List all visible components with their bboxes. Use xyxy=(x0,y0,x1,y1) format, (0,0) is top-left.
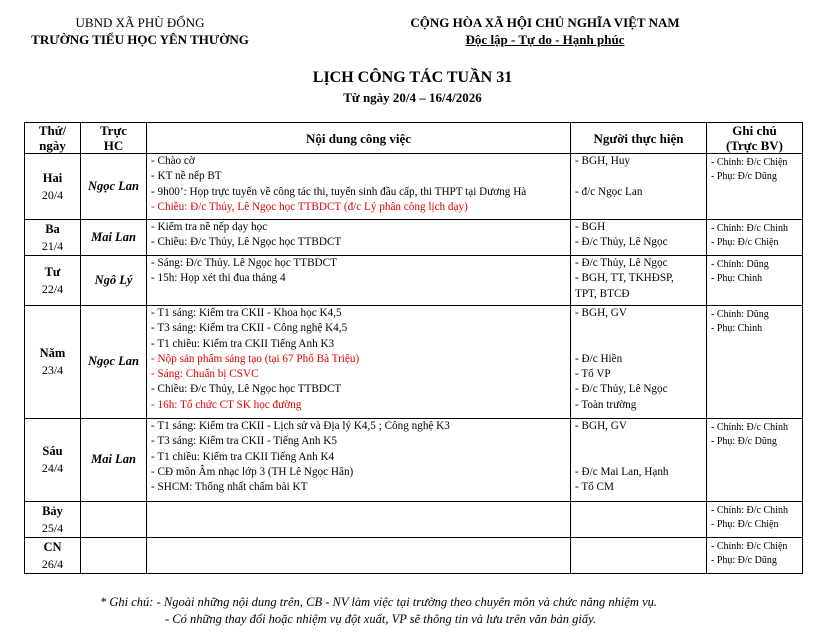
note-line: - Phụ: Đ/c Dũng xyxy=(711,435,777,447)
day-cell xyxy=(25,306,81,419)
day-date: 25/4 xyxy=(41,520,64,535)
footnote-line-2: - Có những thay đổi hoặc nhiệm vụ đột xuất, VP sẽ thông tin và lưu trên văn bản giấy. xyxy=(165,612,597,626)
person-cell xyxy=(571,538,707,574)
person-cell xyxy=(571,419,707,502)
note-line: - Chính: Đ/c Chinh xyxy=(711,505,788,516)
content-cell xyxy=(147,502,571,538)
task-line: - CĐ môn Âm nhạc lớp 3 (TH Lê Ngọc Hân) xyxy=(151,465,354,478)
table-row xyxy=(25,256,803,306)
note-line: - Chính: Dũng xyxy=(711,259,769,270)
note-cell xyxy=(707,256,803,306)
duty-cell: Ngọc Lan xyxy=(81,154,147,220)
table-row xyxy=(25,306,803,419)
note-line: - Phụ: Đ/c Dũng xyxy=(711,554,777,566)
note-line: - Phụ: Đ/c Dũng xyxy=(711,170,777,182)
table-row xyxy=(25,220,803,256)
day-name: CN xyxy=(43,539,62,554)
header-organization xyxy=(20,14,260,48)
duty-cell: Mai Lan xyxy=(81,220,147,256)
person-line xyxy=(575,450,702,465)
task-line: - T3 sáng: Kiểm tra CKII - Tiếng Anh K5 xyxy=(151,435,337,448)
footnote-line-1: * Ghi chú: - Ngoài những nội dung trên, CB - NV làm việc tại trường theo chuyên môn và chức năng nhiệm vụ. xyxy=(100,595,658,609)
task-line: - 15h: Họp xét thi đua tháng 4 xyxy=(151,272,286,285)
person-line: - Đ/c Thủy, Lê Ngọc xyxy=(575,257,668,269)
note-line: - Chính: Đ/c Chiện xyxy=(711,157,788,168)
person-line: - Đ/c Mai Lan, Hạnh xyxy=(575,465,669,478)
person-line: TPT, BTCĐ xyxy=(575,287,630,300)
task-line: - SHCM: Thống nhất chấm bài KT xyxy=(151,481,308,494)
note-line: - Phụ: Chinh xyxy=(711,272,763,284)
table-row xyxy=(25,502,803,538)
person-line xyxy=(575,169,702,184)
person-cell xyxy=(571,154,707,220)
table-header-row xyxy=(25,123,803,154)
duty-cell xyxy=(81,502,147,538)
org-line-2: TRƯỜNG TIỂU HỌC YÊN THƯỜNG xyxy=(31,32,249,47)
person-line: - Tổ CM xyxy=(575,481,614,494)
schedule-table xyxy=(24,122,803,574)
person-cell xyxy=(571,220,707,256)
note-cell xyxy=(707,154,803,220)
person-cell xyxy=(571,256,707,306)
person-line xyxy=(575,200,702,215)
note-line: - Phụ: Đ/c Chiện xyxy=(711,518,779,530)
day-name: Tư xyxy=(44,264,61,279)
note-line: - Phụ: Chinh xyxy=(711,322,763,334)
task-line: - KT nề nếp BT xyxy=(151,170,222,183)
note-cell xyxy=(707,419,803,502)
person-line xyxy=(575,434,702,449)
task-line: - Sáng: Chuẩn bị CSVC xyxy=(151,368,259,381)
person-line: - đ/c Ngọc Lan xyxy=(575,185,643,198)
table-row xyxy=(25,154,803,220)
day-date: 26/4 xyxy=(41,556,64,571)
day-date: 21/4 xyxy=(41,238,64,253)
person-line: - BGH xyxy=(575,221,606,233)
note-cell xyxy=(707,306,803,419)
person-line: - Đ/c Hiền xyxy=(575,352,623,365)
day-name: Bảy xyxy=(42,503,63,518)
task-line: - T1 sáng: Kiểm tra CKII - Lịch sử và Địa lý K4,5 ; Công nghệ K3 xyxy=(151,420,450,432)
day-name: Ba xyxy=(45,221,60,236)
note-line: - Phụ: Đ/c Chiện xyxy=(711,236,779,248)
day-cell xyxy=(25,256,81,306)
duty-cell xyxy=(81,538,147,574)
content-cell xyxy=(147,220,571,256)
person-line: - BGH, TT, TKHĐSP, xyxy=(575,272,674,285)
note-cell xyxy=(707,220,803,256)
col-header-day: Thứ/ ngày xyxy=(25,123,81,154)
day-name: Năm xyxy=(39,346,66,360)
content-cell xyxy=(147,256,571,306)
task-line: - Kiểm tra nề nếp dạy học xyxy=(151,221,268,233)
day-date: 22/4 xyxy=(41,281,64,296)
nation-motto: Độc lập - Tự do - Hạnh phúc xyxy=(465,32,625,47)
day-date: 23/4 xyxy=(41,363,64,377)
org-line-1: UBND XÃ PHÙ ĐỔNG xyxy=(75,15,205,30)
duty-cell: Ngọc Lan xyxy=(81,306,147,419)
content-cell xyxy=(147,154,571,220)
table-row xyxy=(25,419,803,502)
content-cell xyxy=(147,306,571,419)
task-line: - Chiều: Đ/c Thủy, Lê Ngọc học TTBDCT xyxy=(151,236,342,249)
task-line: - 16h: Tổ chức CT SK học đường xyxy=(151,398,302,411)
day-cell xyxy=(25,502,81,538)
task-line: - Chiều: Đ/c Thủy, Lê Ngọc học TTBDCT (đ/c Lý phân công lịch dạy) xyxy=(151,200,468,213)
task-line: - 9h00’: Họp trực tuyến về công tác thi, tuyển sinh đầu cấp, thi THPT tại Dương Hà xyxy=(151,185,527,198)
nation-line-1: CỘNG HÒA XÃ HỘI CHỦ NGHĨA VIỆT NAM xyxy=(410,15,680,30)
person-line: - BGH, GV xyxy=(575,420,627,432)
day-date: 24/4 xyxy=(41,461,64,475)
task-line: - Chiều: Đ/c Thủy, Lê Ngọc học TTBDCT xyxy=(151,383,342,396)
day-cell xyxy=(25,220,81,256)
person-cell xyxy=(571,502,707,538)
col-header-note: Ghi chú (Trực BV) xyxy=(707,123,803,154)
day-name: Hai xyxy=(42,170,63,185)
duty-cell: Ngô Lý xyxy=(81,256,147,306)
person-line xyxy=(575,337,702,352)
person-line xyxy=(575,321,702,336)
person-line: - BGH, GV xyxy=(575,307,627,319)
day-cell xyxy=(25,154,81,220)
day-cell xyxy=(25,419,81,502)
person-line: - Toàn trường xyxy=(575,398,637,411)
person-cell xyxy=(571,306,707,419)
person-line: - Đ/c Thủy, Lê Ngọc xyxy=(575,236,668,249)
note-cell xyxy=(707,538,803,574)
note-line: - Chính: Dũng xyxy=(711,309,769,320)
task-line: - Sáng: Đ/c Thủy. Lê Ngọc học TTBDCT xyxy=(151,257,337,269)
col-header-person: Người thực hiện xyxy=(571,123,707,154)
day-name: Sáu xyxy=(42,444,63,458)
col-header-duty: Trực HC xyxy=(81,123,147,154)
col-header-content: Nội dung công việc xyxy=(147,123,571,154)
note-cell xyxy=(707,502,803,538)
task-line: - T1 chiều: Kiểm tra CKII Tiếng Anh K4 xyxy=(151,450,335,463)
content-cell xyxy=(147,419,571,502)
duty-cell: Mai Lan xyxy=(81,419,147,502)
task-line: - T1 chiều: Kiểm tra CKII Tiếng Anh K3 xyxy=(151,337,335,350)
day-date: 20/4 xyxy=(41,187,64,202)
day-cell xyxy=(25,538,81,574)
person-line: - Tổ VP xyxy=(575,368,611,381)
note-line: - Chính: Đ/c Chinh xyxy=(711,223,788,234)
person-line: - BGH, Huy xyxy=(575,155,631,167)
table-row xyxy=(25,538,803,574)
header-nation xyxy=(380,14,710,48)
content-cell xyxy=(147,538,571,574)
task-line: - Nộp sản phẩm sáng tạo (tại 67 Phố Bà Triệu) xyxy=(151,352,360,365)
person-line: - Đ/c Thủy, Lê Ngọc xyxy=(575,383,668,396)
date-range: Từ ngày 20/4 – 16/4/2026 xyxy=(343,90,482,105)
task-line: - Chào cờ xyxy=(151,155,195,167)
task-line: - T3 sáng: Kiểm tra CKII - Công nghệ K4,5 xyxy=(151,322,348,335)
task-line: - T1 sáng: Kiểm tra CKII - Khoa học K4,5 xyxy=(151,307,342,319)
page-title: LỊCH CÔNG TÁC TUẦN 31 xyxy=(312,69,513,86)
note-line: - Chính: Đ/c Chinh xyxy=(711,422,788,433)
note-line: - Chính: Đ/c Chiện xyxy=(711,541,788,552)
